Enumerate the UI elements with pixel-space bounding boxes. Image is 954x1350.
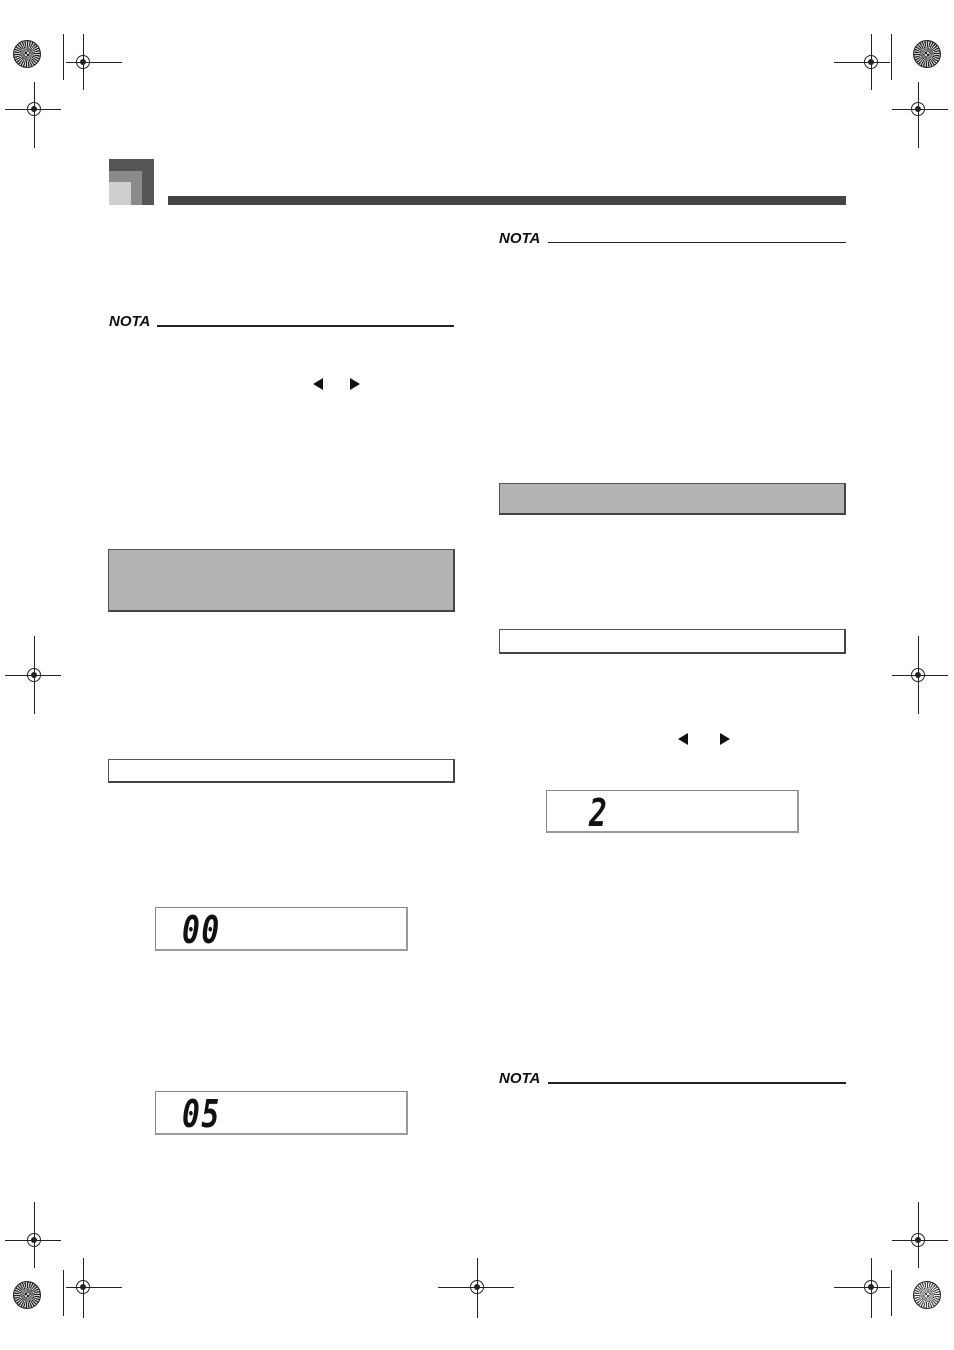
left-arrow-icon	[678, 733, 688, 745]
note-label: NOTA	[109, 313, 151, 330]
registration-target-icon	[27, 1233, 41, 1247]
note-label: NOTA	[499, 1070, 541, 1087]
registration-starburst-icon	[913, 40, 941, 68]
crop-mark-line	[63, 34, 64, 80]
subheading-box	[108, 759, 455, 783]
registration-target-icon	[911, 668, 925, 682]
lcd-readout: 2	[589, 791, 609, 835]
crop-mark-line	[63, 1270, 64, 1316]
crop-mark-line	[66, 62, 122, 63]
subheading-box	[499, 629, 846, 654]
lcd-display	[155, 907, 408, 951]
registration-target-icon	[864, 55, 878, 69]
lcd-readout: 05	[182, 1092, 221, 1136]
lcd-display	[546, 790, 799, 833]
section-heading-box	[108, 549, 455, 612]
crop-mark-line	[891, 34, 892, 80]
note-rule	[548, 242, 846, 243]
crop-mark-line	[66, 1287, 122, 1288]
note-rule	[157, 325, 454, 327]
left-arrow-icon	[313, 378, 323, 390]
chapter-tab-block-light	[109, 182, 131, 205]
registration-starburst-icon	[13, 1281, 41, 1309]
registration-target-icon	[911, 102, 925, 116]
lcd-display	[155, 1091, 408, 1135]
lcd-readout: 00	[182, 908, 221, 952]
crop-mark-line	[834, 1287, 890, 1288]
registration-target-icon	[27, 668, 41, 682]
registration-target-icon	[27, 102, 41, 116]
right-arrow-icon	[720, 733, 730, 745]
note-label: NOTA	[499, 230, 541, 247]
registration-target-icon	[911, 1233, 925, 1247]
registration-target-icon	[864, 1280, 878, 1294]
crop-mark-line	[834, 62, 890, 63]
registration-target-icon	[470, 1280, 484, 1294]
crop-mark-line	[891, 1270, 892, 1316]
note-rule	[548, 1082, 846, 1084]
registration-target-icon	[76, 1280, 90, 1294]
chapter-heading-bar	[168, 196, 846, 205]
section-heading-box	[499, 483, 846, 515]
registration-target-icon	[76, 55, 90, 69]
right-arrow-icon	[350, 378, 360, 390]
registration-starburst-icon	[913, 1281, 941, 1309]
registration-starburst-icon	[13, 40, 41, 68]
